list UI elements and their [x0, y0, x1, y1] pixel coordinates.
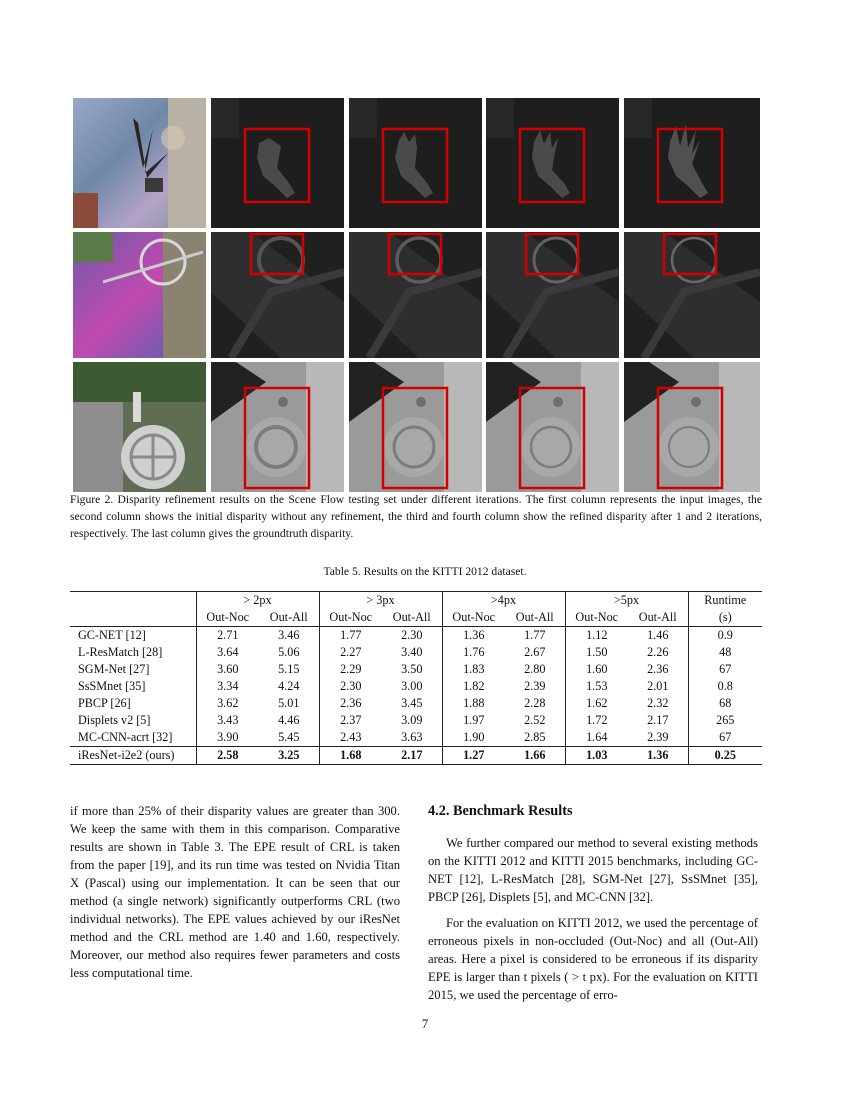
groundtruth-disparity-bicycle: [624, 232, 760, 358]
table-cell: 5.45: [278, 730, 300, 744]
method-name: GC-NET [12]: [78, 628, 146, 642]
figure-2: [73, 98, 760, 492]
method-name: iResNet-i2e2 (ours): [70, 747, 196, 765]
method-name: SGM-Net [27]: [78, 662, 150, 676]
table-row: [70, 627, 762, 645]
table-cell: 1.66: [505, 747, 565, 765]
initial-disparity-wheel: [211, 362, 344, 492]
table-cell: 3.34: [196, 678, 259, 695]
table-cell: 1.36: [628, 747, 688, 765]
group-header: > 3px: [319, 592, 442, 610]
sub-header: Out-All: [382, 609, 442, 627]
table-cell: 2.26: [647, 645, 669, 659]
table-cell: 1.82: [442, 678, 505, 695]
table-cell: 1.77: [319, 627, 382, 645]
table-cell: 1.12: [565, 627, 628, 645]
paragraph: For the evaluation on KITTI 2012, we used the percentage of erroneous pixels in non-occluded (Out-Noc) and all (Out-All) areas. Here a pixel is considered to be erroneous if its disparity EPE is larger than t pixels ( > t px). For the evaluation on KITTI 2015, we used the percentage of erro-: [428, 916, 758, 1002]
table-cell: 2.39: [524, 679, 546, 693]
method-name: PBCP [26]: [78, 696, 131, 710]
table-cell: 3.46: [278, 628, 300, 642]
table-cell: 1.64: [565, 729, 628, 747]
table-cell: 67: [688, 729, 762, 747]
table-cell: 3.00: [401, 679, 423, 693]
table-cell: 2.85: [524, 730, 546, 744]
table-sub-header: [70, 609, 762, 627]
method-name: L-ResMatch [28]: [78, 645, 163, 659]
table-row: [70, 661, 762, 678]
table-cell: 3.45: [401, 696, 423, 710]
refined-iter1-wheel: [349, 362, 482, 492]
sub-header: Out-All: [259, 609, 319, 627]
input-image-palm: [73, 98, 206, 228]
method-name: SsSMnet [35]: [78, 679, 146, 693]
table-cell: 2.36: [319, 695, 382, 712]
table-cell: 2.67: [524, 645, 546, 659]
table-row: [70, 712, 762, 729]
table-cell: 5.15: [278, 662, 300, 676]
table-cell: 4.24: [278, 679, 300, 693]
left-column: [70, 802, 400, 990]
table-cell: 2.32: [647, 696, 669, 710]
figure-caption: Figure 2. Disparity refinement results on the Scene Flow testing set under different iterations. The first column represents the input images, the second column shows the initial disparity without any refinement, the third and fourth column show the refined disparity after 1 and 2 iterations, respectively. The last column gives the groundtruth disparity.: [70, 493, 762, 540]
groundtruth-disparity-wheel: [624, 362, 760, 492]
group-header: >5px: [565, 592, 688, 610]
table-cell: 2.39: [647, 730, 669, 744]
table-cell: 1.03: [565, 747, 628, 765]
table-cell: 265: [688, 712, 762, 729]
table-cell: 1.36: [442, 627, 505, 645]
table-cell: 2.01: [647, 679, 669, 693]
table-cell: 1.68: [319, 747, 382, 765]
table-cell: 1.46: [647, 628, 669, 642]
table-cell: 3.40: [401, 645, 423, 659]
table-cell: 5.01: [278, 696, 300, 710]
table-cell: 2.52: [524, 713, 546, 727]
table-cell: 48: [688, 644, 762, 661]
table-cell: 1.76: [442, 644, 505, 661]
refined-iter1-palm: [349, 98, 482, 228]
page-number: 7: [421, 1016, 429, 1031]
paragraph: We further compared our method to several existing methods on the KITTI 2012 and KITTI 2015 benchmarks, including GC-NET [12], L-ResMatch [28], SGM-Net [27], SsSMnet [35], PBCP [26], Displets [5], and MC-CNN [32].: [428, 836, 758, 904]
table-cell: 68: [688, 695, 762, 712]
table-cell: 2.29: [319, 661, 382, 678]
table-cell: 3.60: [196, 661, 259, 678]
table-cell: 3.90: [196, 729, 259, 747]
table-cell: 3.64: [196, 644, 259, 661]
table-cell: 1.62: [565, 695, 628, 712]
input-image-wheel: [73, 362, 206, 492]
table-cell: 2.37: [319, 712, 382, 729]
table-cell: 1.97: [442, 712, 505, 729]
sub-header: Out-Noc: [196, 609, 259, 627]
paragraph: if more than 25% of their disparity values are greater than 300. We keep the same with them in this comparison. Comparative results are shown in Table 3. The EPE result of CRL is taken from the paper [19], and its run time was tested on Nvidia Titan X (Pascal) using our implementation. It can be seen that our method (a single network) significantly outperforms CRL (two individual networks). The EPE values achieved by our iResNet method and the CRL method are 1.40 and 1.60, respectively. Moreover, our method also requires fewer parameters and costs less computational time.: [70, 804, 400, 980]
right-column: [428, 802, 758, 1012]
table-cell: 3.63: [401, 730, 423, 744]
table-cell: 2.71: [196, 627, 259, 645]
group-header: >4px: [442, 592, 565, 610]
table-cell: 2.27: [319, 644, 382, 661]
table-caption: Table 5. Results on the KITTI 2012 dataset.: [323, 565, 527, 578]
table-row: [70, 644, 762, 661]
section-title: 4.2. Benchmark Results: [428, 803, 573, 819]
sub-header: (s): [688, 609, 762, 627]
table-row: [70, 695, 762, 712]
table-cell: 4.46: [278, 713, 300, 727]
table-cell: 3.50: [401, 662, 423, 676]
refined-iter2-palm: [486, 98, 619, 228]
method-name: MC-CNN-acrt [32]: [78, 730, 173, 744]
table-cell: 2.17: [382, 747, 442, 765]
table-cell: 1.27: [442, 747, 505, 765]
table-cell: 5.06: [278, 645, 300, 659]
table-cell: 2.17: [647, 713, 669, 727]
refined-iter2-bicycle: [486, 232, 619, 358]
sub-header: Out-Noc: [565, 609, 628, 627]
table-cell: 2.30: [401, 628, 423, 642]
table-cell: 1.77: [524, 628, 546, 642]
results-table: [70, 591, 762, 765]
table-cell: 0.25: [688, 747, 762, 765]
input-image-bicycle: [73, 232, 206, 358]
groundtruth-disparity-palm: [624, 98, 760, 228]
table-cell: 1.60: [565, 661, 628, 678]
table-cell: 1.90: [442, 729, 505, 747]
table-row: [70, 729, 762, 747]
table-cell: 1.83: [442, 661, 505, 678]
sub-header: Out-All: [628, 609, 688, 627]
sub-header: Out-Noc: [319, 609, 382, 627]
table-cell: 3.25: [259, 747, 319, 765]
initial-disparity-bicycle: [211, 232, 344, 358]
method-name: Displets v2 [5]: [78, 713, 151, 727]
table-cell: 2.80: [524, 662, 546, 676]
table-cell: 3.09: [401, 713, 423, 727]
table-group-header: [70, 592, 762, 610]
table-row: [70, 678, 762, 695]
table-cell: 0.8: [688, 678, 762, 695]
table-cell: 3.62: [196, 695, 259, 712]
table-cell: 67: [688, 661, 762, 678]
group-header: > 2px: [196, 592, 319, 610]
table-cell: 1.88: [442, 695, 505, 712]
table-cell: 2.43: [319, 729, 382, 747]
table-cell: 2.28: [524, 696, 546, 710]
refined-iter1-bicycle: [349, 232, 482, 358]
table-cell: 1.50: [565, 644, 628, 661]
sub-header: Out-Noc: [442, 609, 505, 627]
table-cell: 1.53: [565, 678, 628, 695]
refined-iter2-wheel: [486, 362, 619, 492]
table-cell: 1.72: [565, 712, 628, 729]
sub-header: Out-All: [505, 609, 565, 627]
table-cell: 0.9: [688, 627, 762, 645]
initial-disparity-palm: [211, 98, 344, 228]
group-header: Runtime: [688, 592, 762, 610]
table-cell: 3.43: [196, 712, 259, 729]
table-cell: 2.36: [647, 662, 669, 676]
table-cell: 2.30: [319, 678, 382, 695]
table-row-ours: [70, 747, 762, 765]
table-cell: 2.58: [196, 747, 259, 765]
